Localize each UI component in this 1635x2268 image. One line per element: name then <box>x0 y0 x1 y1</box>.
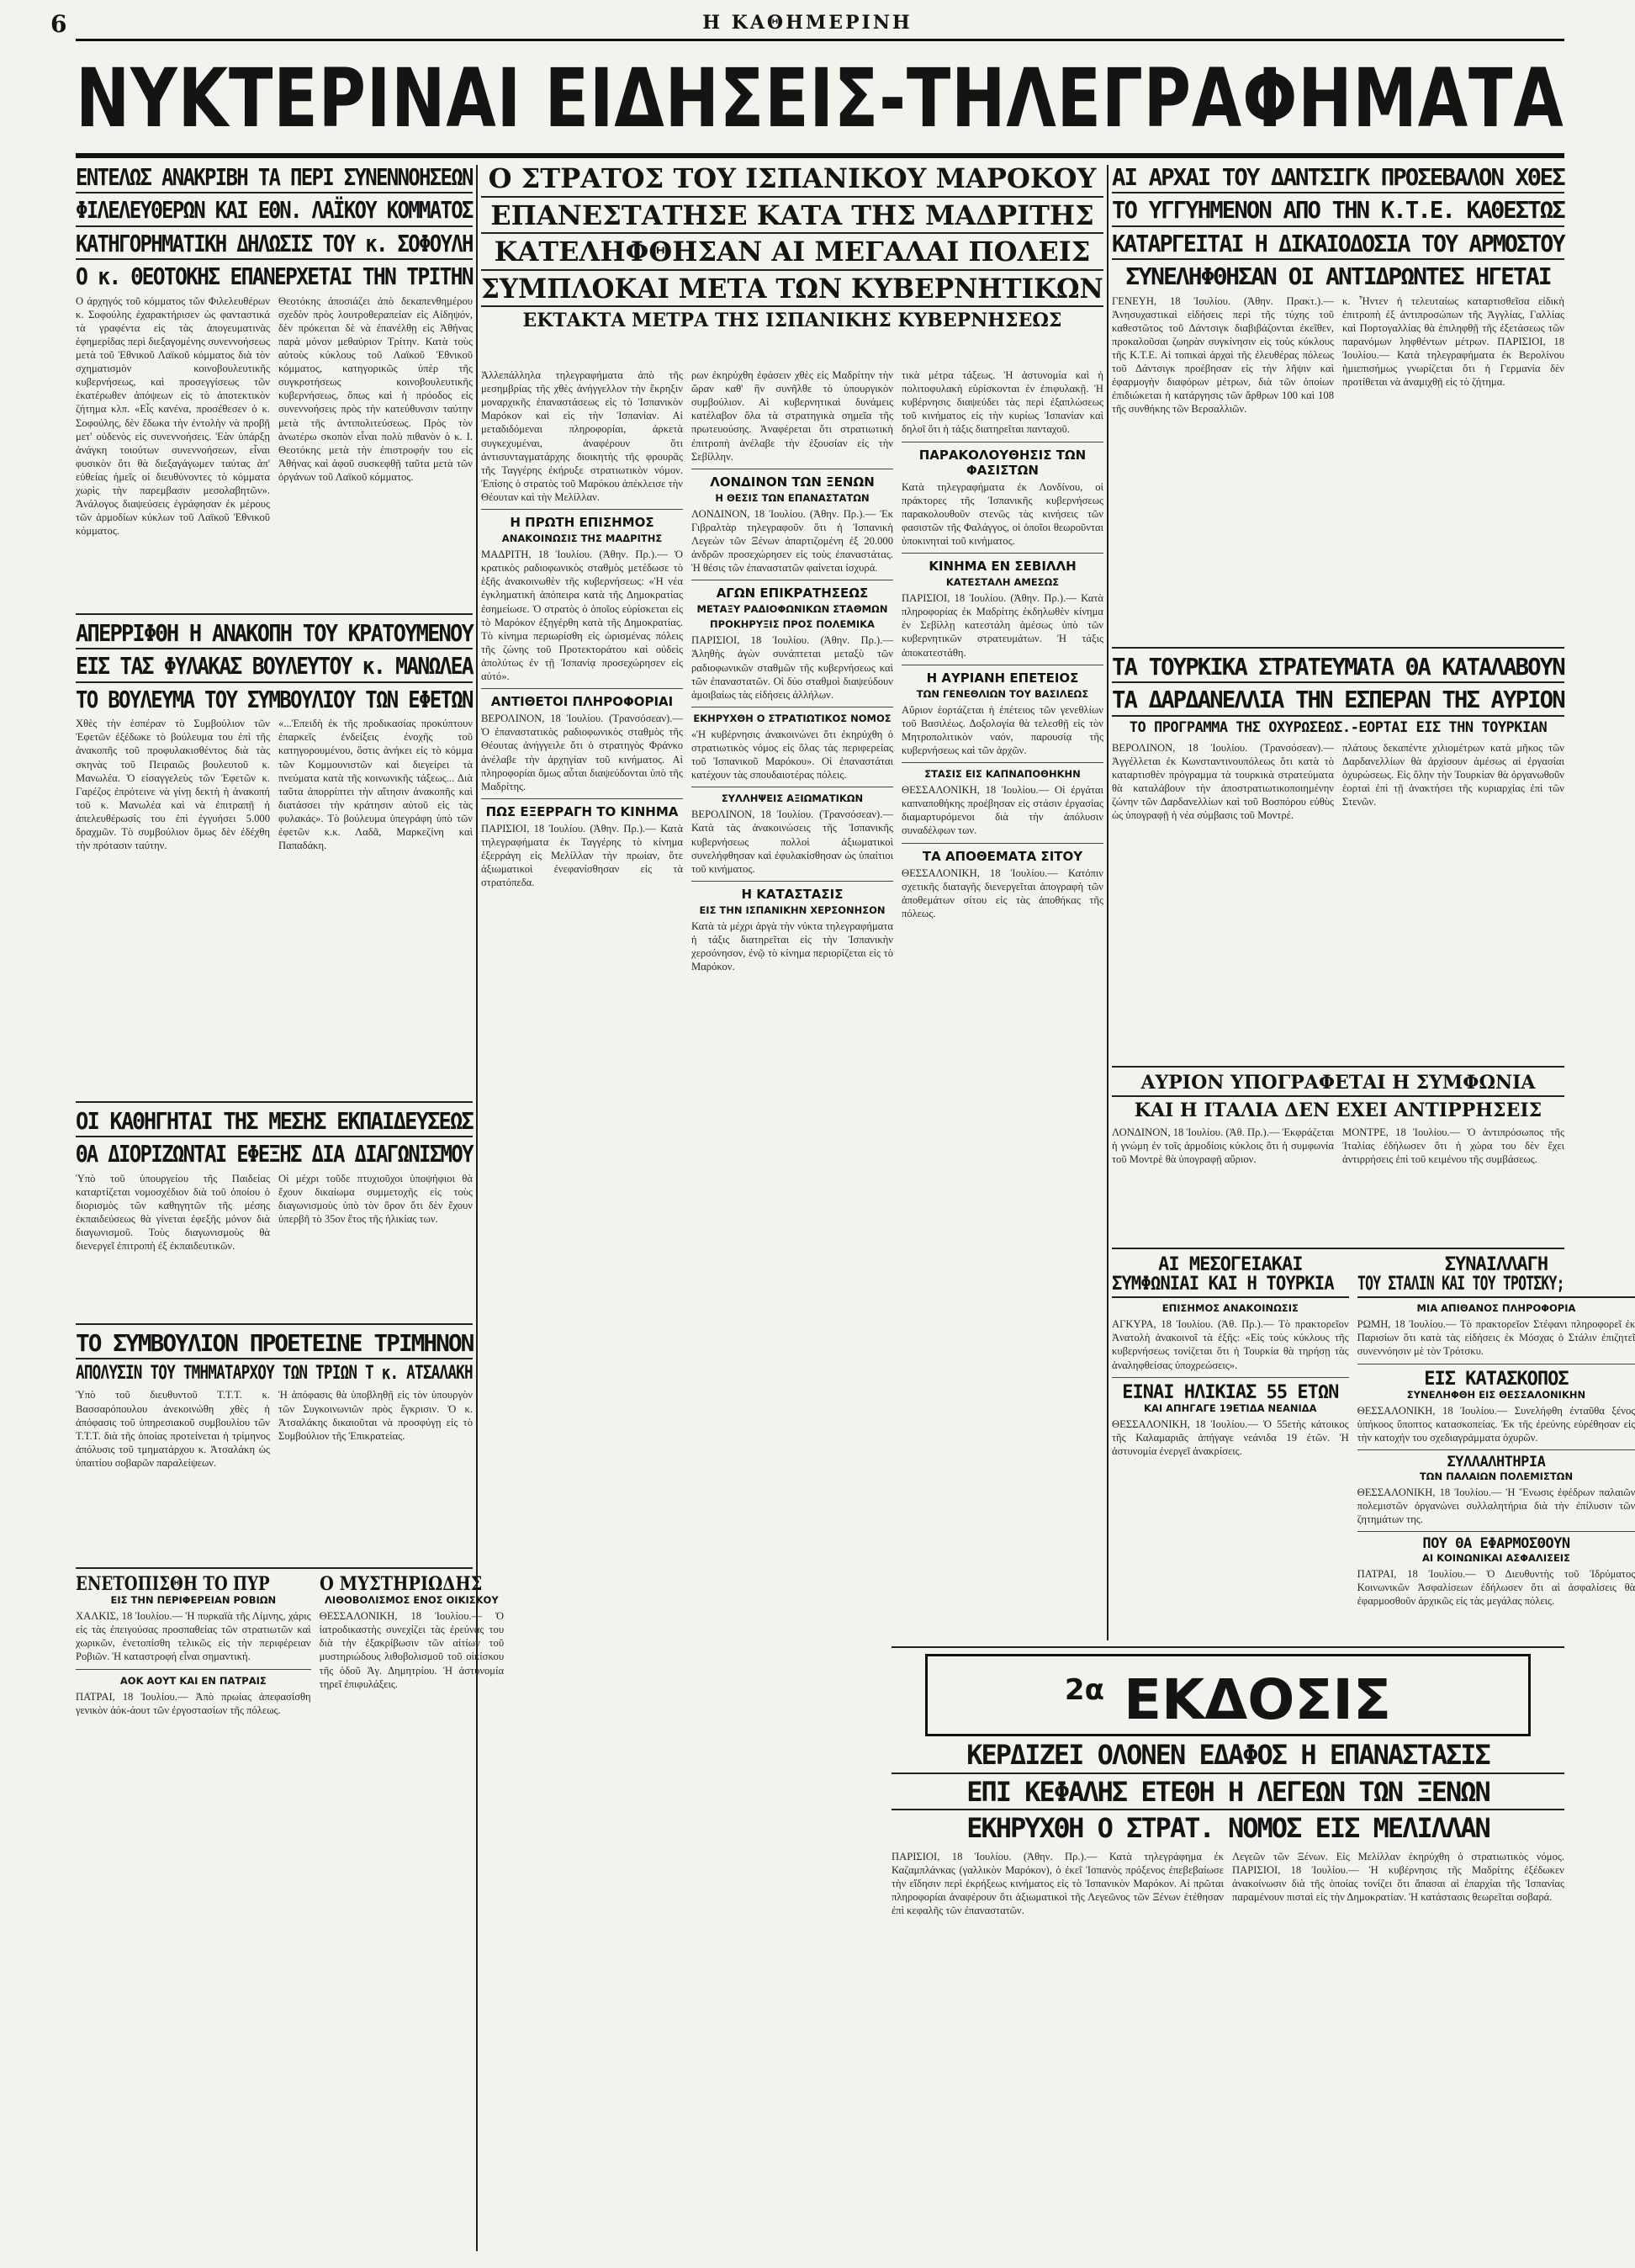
headline: ΚΑΙ Η ΙΤΑΛΙΑ ΔΕΝ ΕΧΕΙ ΑΝΤΙΡΡΗΣΕΙΣ <box>1134 1100 1542 1122</box>
masthead-rule <box>76 39 1564 41</box>
article-text: Αὔριον ἑορτάζεται ἡ ἐπέτειος τῶν γενεθλίων τοῦ Βασιλέως. Δοξολογία θὰ τελεσθῇ εἰς τὸν Μητροπολιτικὸν ναόν, παρουσίᾳ τῆς κυβερνήσεως καὶ τῶν ἀρχῶν. <box>902 703 1103 756</box>
headline: ΣΥΛΛΑΛΗΤΗΡΙΑ <box>1447 1453 1546 1470</box>
headline: ΣΥΝΕΛΗΦΘΗΣΑΝ ΟΙ ΑΝΤΙΔΡΩΝΤΕΣ ΗΓΕΤΑΙ <box>1125 262 1551 291</box>
subheadline: ΤΩΝ ΓΕΝΕΘΛΙΩΝ ΤΟΥ ΒΑΣΙΛΕΩΣ <box>916 687 1089 700</box>
subheadline: ΚΙΝΗΜΑ ΕΝ ΣΕΒΙΛΛΗ <box>929 559 1077 575</box>
subheadline: ΑΙ ΚΟΙΝΩΝΙΚΑΙ ΑΣΦΑΛΙΣΕΙΣ <box>1421 1551 1570 1564</box>
headline: ΕΠΑΝΕΣΤΑΤΗΣΕ ΚΑΤΑ ΤΗΣ ΜΑΔΡΙΤΗΣ <box>481 202 1103 235</box>
subheadline: ΕΙΣ ΤΗΝ ΙΣΠΑΝΙΚΗΝ ΧΕΡΣΟΝΗΣΟΝ <box>699 903 886 916</box>
article-text: ΠΑΡΙΣΙΟΙ, 18 Ἰουλίου. (Ἀθην. Πρ.).— Κατὰ πληροφορίας ἐκ Μαδρίτης ἐκδηλωθὲν κίνημα ἐν Σεβίλλῃ κατεστάλη ἀμέσως ὑπὸ τῶν κυβερνητικῶν στρατευμάτων. Ἡ τάξις ἀποκατεστάθη. <box>902 592 1103 659</box>
article-text: πλάτους δεκαπέντε χιλιομέτρων κατὰ μῆκος τῶν Δαρδανελλίων θὰ ἀρχίσουν ἀμέσως αἱ ἐργασίαι ὀχυρώσεως. Εἰς ὅλην τὴν Τουρκίαν θὰ ὀργανωθοῦν ἑορταὶ ἐπὶ τῇ ἀνακτήσει τῆς κυριαρχίας ἐπὶ τῶν Στενῶν. <box>1342 741 1564 808</box>
subheadline: ΑΝΑΚΟΙΝΩΣΙΣ ΤΗΣ ΜΑΔΡΙΤΗΣ <box>501 533 663 545</box>
article-bottom-pair <box>76 1561 505 2251</box>
headline: ΣΥΝΑΙΛΛΑΓΗ <box>1444 1254 1548 1275</box>
subheadline: ΕΠΙΣΗΜΟΣ ΑΝΑΚΟΙΝΩΣΙΣ <box>1161 1302 1299 1315</box>
article-text: ΧΑΛΚΙΣ, 18 Ἰουλίου.— Ἡ πυρκαϊὰ τῆς Λίμνης, χάρις εἰς τὰς ἐπειγούσας προσπαθείας τῶν στρατιωτῶν καὶ χωρικῶν, ἐνετοπίσθη τελικῶς εἰς τὴν περιφέρειαν Ροβιῶν. Ἡ καταστροφή εἶναι σημαντική. <box>76 1610 311 1663</box>
article-atsalakis <box>76 1317 473 1555</box>
headline: ΤΟ ΠΡΟΓΡΑΜΜΑ ΤΗΣ ΟΧΥΡΩΣΕΩΣ.-ΕΟΡΤΑΙ ΕΙΣ ΤΗΝ ΤΟΥΡΚΙΑΝ <box>1129 718 1548 736</box>
article-text: ΡΩΜΗ, 18 Ἰουλίου.— Τὸ πρακτορεῖον Στέφανι πληροφορεῖ ἐκ Παρισίων ὅτι κατὰ τὰς εἰδήσεις ἐκ Μόσχας ὁ Στάλιν ἐπιζητεῖ συνεννόησιν μὲ τὸν Τρότσκυ. <box>1357 1318 1635 1358</box>
article-text: ΠΑΤΡΑΙ, 18 Ἰουλίου.— Ἀπὸ πρωίας ἀπεφασίσθη γενικὸν ἀόκ-άουτ τῶν ἐργοστασίων τῆς πόλεως. <box>76 1690 311 1716</box>
headline: ΕΝΕΤΟΠΙΣΘΗ ΤΟ ΠΥΡ <box>76 1573 270 1595</box>
article-text: ΘΕΣΣΑΛΟΝΙΚΗ, 18 Ἰουλίου.— Ἡ Ἕνωσις ἐφέδρων παλαιῶν πολεμιστῶν ὀργανώνει συλλαλητήρια διὰ τὴν ἐπίλυσιν τῶν ζητημάτων της. <box>1357 1486 1635 1525</box>
second-edition <box>892 1640 1564 2251</box>
article-text: Ο άρχηγός τοῦ κόμματος τῶν Φιλελευθέρων κ. Σοφούλης ἐχαρακτήρισεν ὡς φανταστικά τὰ γραφέντα εἰς τὰς ἀπογευματινὰς ἐφημερίδας περὶ διεξαγομένης συνεννοήσεως μετὰ τοῦ Ἐθνικοῦ Λαϊκοῦ κόμματος διὰ τὸν σχηματισμὸν κοινοβουλευτικῆς κυβερνήσεως, καὶ προσεγγίσεως τῶν ἑκατέρωθεν ἀπόψεων εἰς τὸ ἀποτεκτικὸν ζήτημα κλπ. «Εἶς κανένα, προσέθεσεν ὁ κ. Σοφούλης, δὲν ἔδωκα τὴν ἐντολὴν νὰ προβῇ μετ' οὐδενὸς εἰς συνεννοήσεις. Ἐὰν ὑπάρξῃ ἀνάγκη τοιούτων συνεννοήσεων, εἶναι φυσικὸν ὅτι θὰ διεξαγάγωμεν ταύτας ἀπ' εὐθείας ἡμεῖς οἱ διευθύνοντες τὸ κόμματα χωρὶς τὴν παρεμβασιν μεσολαβητῶν». Ἀνάλογος διαψεύσεις ἐγράφησαν ἐκ μέρους τῶν ἁρμοδίων κύκλων τοῦ Λαϊκοῦ Ἐθνικοῦ κόμματος. <box>76 294 270 538</box>
article-text: ΘΕΣΣΑΛΟΝΙΚΗ, 18 Ἰουλίου.— Ὁ ἰατροδικαστὴς συνεχίζει τὰς ἐρεύνας του διὰ τὴν ἐξακρίβωσιν τῶν αἰτίων τοῦ μυστηριώδους λιθοβολισμοῦ τοῦ οἰκίσκου τῆς ὁδοῦ Ἀγ. Δημητρίου. Ἡ ἀστυνομία τηρεῖ ἐπιφυλάξεις. <box>319 1610 505 1690</box>
article-text: Κατὰ τηλεγραφήματα ἐκ Λονδίνου, οἱ πράκτορες τῆς Ἰσπανικῆς κυβερνήσεως παρακολουθοῦν στενῶς τὰς κινήσεις τῶν φασιστῶν τῆς Φαλάγγος, οἱ ὁποῖοι θεωροῦνται ὑποκινηταὶ τοῦ κινήματος. <box>902 480 1103 547</box>
subheadline: ΠΡΟΚΗΡΥΞΙΣ ΠΡΟΣ ΠΟΛΕΜΙΚΑ <box>710 618 875 631</box>
article-stoning <box>320 1575 504 1717</box>
subheadline: ΑΝΤΙΘΕΤΟΙ ΠΛΗΡΟΦΟΡΙΑΙ <box>490 694 674 710</box>
subheadline: Η ΘΕΣΙΣ ΤΩΝ ΕΠΑΝΑΣΤΑΤΩΝ <box>715 491 870 504</box>
article-text: ΜΟΝΤΡΕ, 18 Ἰουλίου.— Ὁ ἀντιπρόσωπος τῆς Ἰταλίας ἐδήλωσεν ὅτι ἡ χώρα του δὲν ἔχει ἀντιρρήσεις ἐπὶ τοῦ κειμένου τῆς συμβάσεως. <box>1342 1126 1564 1166</box>
article-text: Χθὲς τὴν ἑσπέραν τὸ Συμβούλιον τῶν Ἐφετῶν ἐξέδωκε τὸ βούλευμα του ἐπὶ τῆς ἀνακοπῆς τοῦ προφυλακισθέντος διὰ τὰς σκηνὰς τοῦ Πειραιῶς βουλευτοῦ κ. Μανωλέα. Ὁ εἰσαγγελεὺς τῶν Ἐφετῶν κ. Γαρέζος ἐπρότεινε νὰ γίνῃ δεκτὴ ἡ ἀνακοπή τοῦ κ. Μανωλέα καὶ νὰ ἐπιτραπῇ ἡ ἀπελευθέρωσίς του ἐπὶ ἐγγυήσει 5.000 δραχμῶν. Τὸ συμβούλιον ὅμως δὲν ἐδέχθη τὴν πρότασιν ταύτην. <box>76 718 270 852</box>
headline: ΕΙΣ ΚΑΤΑΣΚΟΠΟΣ <box>1424 1368 1569 1390</box>
article-text: Ἡ ἀπόφασις θὰ ὑποβληθῇ εἰς τὸν ὑπουργὸν τῶν Συγκοινωνιῶν πρὸς ἔγκρισιν. Ὁ κ. Ἀτσαλάκης δικαιοῦται νὰ προσφύγῃ εἰς τὸ Συμβούλιον τῆς Ἐπικρατείας. <box>278 1389 473 1442</box>
headline: ΤΟ ΥΓΓΥΗΜΕΝΟΝ ΑΠΟ ΤΗΝ Κ.Τ.Ε. ΚΑΘΕΣΤΩΣ <box>1112 198 1564 226</box>
article-text: ΠΑΡΙΣΙΟΙ, 18 Ἰουλίου. (Ἀθην. Πρ.).— Ἀληθὴς ἀγὼν συνάπτεται μεταξὺ τῶν ραδιοφωνικῶν σταθμῶν τῆς κυβερνήσεως καὶ τῶν ἐπαναστατῶν. Οἱ δύο σταθμοὶ διαψεύδουν ἀμοιβαίως τὰς εἰδήσεις ἀλλήλων. <box>691 634 893 701</box>
article-text: ΛΟΝΔΙΝΟΝ, 18 Ἰουλίου. (Ἀθ. Πρ.).— Ἐκφράζεται ἡ γνώμη ἐν τοῖς ἁρμοδίοις κύκλοις ὅτι ἡ συμφωνία τοῦ Μοντρὲ θὰ ὑπογραφῇ αὔριον. <box>1112 1126 1334 1166</box>
article-agreement <box>1112 1060 1564 1237</box>
headline: ΑΥΡΙΟΝ ΥΠΟΓΡΑΦΕΤΑΙ Η ΣΥΜΦΩΝΙΑ <box>1112 1073 1564 1097</box>
headline: ΑΠΟΛΥΣΙΝ ΤΟΥ ΤΜΗΜΑΤΑΡΧΟΥ ΤΩΝ ΤΡΙΩΝ Τ κ. ΑΤΣΑΛΑΚΗ <box>76 1363 473 1385</box>
subheadline: ΚΑΙ ΑΠΗΓΑΓΕ 19ΕΤΙΔΑ ΝΕΑΝΙΔΑ <box>1144 1402 1317 1414</box>
headline: ΕΠΙ ΚΕΦΑΛΗΣ ΕΤΕΘΗ Η ΛΕΓΕΩΝ ΤΩΝ ΞΕΝΩΝ <box>892 1778 1564 1811</box>
headline: ΠΟΥ ΘΑ ΕΦΑΡΜΟΣΘΟΥΝ <box>1422 1535 1570 1553</box>
article-text: Ἀλλεπάλληλα τηλεγραφήματα ἀπὸ τῆς μεσημβρίας τῆς χθὲς ἀνήγγελλον τὴν ἔκρηξιν μοναρχικῆς ἐπαναστάσεως εἰς τὸ Ἰσπανικὸν Μαρόκον καὶ εἰς τὴν Ἰσπανίαν. Αἱ μεταδιδόμεναι πληροφορίαι, ἀρκετὰ συγκεχυμέναι, ἀναφέρουν ὅτι ἀντισυνταγματάρχης διοικητὴς τῆς φρουρᾶς τῆς Ταγγέρης ἐκήρυξε στρατιωτικὸν νόμον. Ἐπίσης ὁ στρατὸς τοῦ Μαρόκου ἀπέκλεισε τὴν Θέουταν καὶ τὴν Μελίλλαν. <box>481 369 683 503</box>
article-text: ρων ἐκηρύχθη ἐφάσειν χθὲς εἰς Μαδρίτην τὴν ὥραν καθ' ἣν συνῆλθε τὸ ὑπουργικὸν συμβούλιον. Αἱ κυβερνητικαὶ δυνάμεις κατέλαβον ὅλα τὰ στρατηγικὰ σημεῖα τῆς πρωτευούσης. Ἀναφέρεται ὅτι στρατιωτικὴ ἐπιτροπὴ ἀνέλαβε τὴν ἐξουσίαν εἰς τὴν Σεβίλλην. <box>691 369 893 463</box>
subheadline: Η ΚΑΤΑΣΤΑΣΙΣ <box>741 886 844 902</box>
banner-rule <box>76 153 1564 158</box>
headline: Ο ΜΥΣΤΗΡΙΩΔΗΣ <box>319 1573 483 1595</box>
subheadline: ΣΥΝΕΛΗΦΘΗ ΕΙΣ ΘΕΣΣΑΛΟΝΙΚΗΝ <box>1406 1388 1586 1401</box>
article-text: «...Ἐπειδὴ ἐκ τῆς προδικασίας προκύπτουν ἐπαρκεῖς ἐνδείξεις ἐνοχῆς τοῦ κατηγορουμένου, ὅστις ἀνήκει εἰς τὸ κόμμα τῶν Κομμουνιστῶν καὶ διεγείρει τὰ πνεύματα κατὰ τῆς κοινωνικῆς τάξεως... Διὰ ταῦτα ἀπορρίπτει τὴν αἴτησιν ἀνακοπῆς καὶ διατάσσει τὴν κράτησιν αὐτοῦ εἰς τὰς φυλακάς». Τὸ βούλευμα ὑπεγράφη ὑπὸ τῶν ἐφετῶν κ.κ. Λαδᾶ, Μαρκεζίνη καὶ Παπαδάκη. <box>278 718 473 852</box>
headline: ΕΙΣ ΤΑΣ ΦΥΛΑΚΑΣ ΒΟΥΛΕΥΤΟΥ κ. ΜΑΝΩΛΕΑ <box>76 654 473 682</box>
article-text: Κατὰ τὰ μέχρι ἀργὰ τὴν νύκτα τηλεγραφήματα ἡ τάξις διατηρεῖται εἰς τὴν Ἰσπανικὴν χερσόνησον, ἐνῷ τὸ κίνημα περιορίζεται εἰς τὸ Μαρόκον. <box>691 919 893 973</box>
column-divider <box>476 165 478 2251</box>
article-text: ΘΕΣΣΑΛΟΝΙΚΗ, 18 Ἰουλίου.— Οἱ ἐργάται καπναποθήκης προέβησαν εἰς στάσιν ἐργασίας διαμαρτυρόμενοι διὰ τὴν ἀπόλυσιν συναδέλφων των. <box>902 784 1103 837</box>
article-text: κ. Ἦντεν ἡ τελευταίως καταρτισθεῖσα εἰδικὴ ἐπιτροπὴ ἐξ ἀντιπροσώπων τῆς Ἀγγλίας, Γαλλίας καὶ Πορτογαλλίας θὰ ἐπιληφθῇ τῆς ἐξετάσεως τῶν παρανόμων ληφθέντων μέτρων. ΠΑΡΙΣΙΟΙ, 18 Ἰουλίου.— Κατὰ τηλεγραφήματα ἐκ Βερολίνου ἡμιεπισήμως γνωρίζεται ὅτι ἡ Γερμανία δὲν προτίθεται νὰ ἀναμιχθῇ εἰς τὸ ζήτημα. <box>1342 294 1564 389</box>
subheadline: ΜΙΑ ΑΠΙΘΑΝΟΣ ΠΛΗΡΟΦΟΡΙΑ <box>1416 1302 1576 1315</box>
headline: ΕΚΗΡΥΧΘΗ Ο ΣΤΡΑΤ. ΝΟΜΟΣ ΕΙΣ ΜΕΛΙΛΛΑΝ <box>966 1812 1489 1845</box>
subheadline: ΤΩΝ ΠΑΛΑΙΩΝ ΠΟΛΕΜΙΣΤΩΝ <box>1419 1470 1574 1482</box>
article-text: ΠΑΤΡΑΙ, 18 Ἰουλίου.— Ὁ Διευθυντὴς τοῦ Ἱδρύματος Κοινωνικῶν Ἀσφαλίσεων ἐδήλωσεν ὅτι αἱ ἀσφαλίσεις θὰ ἐφαρμοσθοῦν ἀρχικῶς εἰς τὰς μεγάλας πόλεις. <box>1357 1567 1635 1608</box>
headline: ΑΙ ΑΡΧΑΙ ΤΟΥ ΔΑΝΤΣΙΓΚ ΠΡΟΣΕΒΑΛΟΝ ΧΘΕΣ <box>1112 165 1564 193</box>
headline: ΦΙΛΕΛΕΥΘΕΡΩΝ ΚΑΙ ΕΘΝ. ΛΑΪΚΟΥ ΚΟΜΜΑΤΟΣ <box>76 198 473 226</box>
subheadline: ΤΑ ΑΠΟΘΕΜΑΤΑ ΣΙΤΟΥ <box>922 848 1083 864</box>
headline: ΕΙΝΑΙ ΗΛΙΚΙΑΣ 55 ΕΤΩΝ <box>1122 1381 1339 1403</box>
article-spain-headlines <box>481 162 1103 363</box>
edition-word: ΕΚΔΟΣΙΣ <box>1123 1667 1392 1732</box>
article-sofoulis <box>76 165 473 599</box>
headline: ΑΠΕΡΡΙΦΘΗ Η ΑΝΑΚΟΠΗ ΤΟΥ ΚΡΑΤΟΥΜΕΝΟΥ <box>76 621 473 649</box>
article-text: ΘΕΣΣΑΛΟΝΙΚΗ, 18 Ἰουλίου.— Ὁ 55ετὴς κάτοικος τῆς Καλαμαριᾶς ἀπήγαγε νεάνιδα 19 ἐτῶν. Ἡ ἀστυνομία ἐνεργεῖ ἀνακρίσεις. <box>1112 1418 1349 1457</box>
headline: Ο ΣΤΡΑΤΟΣ ΤΟΥ ΙΣΠΑΝΙΚΟΥ ΜΑΡΟΚΟΥ <box>481 165 1103 198</box>
page-number: 6 <box>50 10 67 38</box>
headline: ΤΟΥ ΣΤΑΛΙΝ ΚΑΙ ΤΟΥ ΤΡΟΤΣΚΥ; <box>1357 1274 1635 1298</box>
article-text: Ὑπὸ τοῦ διευθυντοῦ Τ.Τ.Τ. κ. Βασσαρόπουλου ἀνεκοινώθη χθὲς ἡ ἀπόφασις τοῦ ὑπηρεσιακοῦ συμβουλίου τῶν Τ.Τ.Τ. διὰ τῆς ὁποίας προτείνεται ἡ τρίμηνος ἀπόλυσις τοῦ τμηματάρχου κ. Ἀτσαλάκη ὡς ὑπαιτίου σοβαρῶν παραλείψεων. <box>76 1389 270 1470</box>
subheadline: ΚΑΤΕΣΤΑΛΗ ΑΜΕΣΩΣ <box>945 576 1060 589</box>
headline: ΤΟ ΒΟΥΛΕΥΜΑ ΤΟΥ ΣΥΜΒΟΥΛΙΟΥ ΤΩΝ ΕΦΕΤΩΝ <box>76 685 473 713</box>
subheadline: ΠΑΡΑΚΟΛΟΥΘΗΣΙΣ ΤΩΝ ΦΑΣΙΣΤΩΝ <box>918 447 1087 478</box>
headline: ΣΥΜΦΩΝΙΑΙ ΚΑΙ Η ΤΟΥΡΚΙΑ <box>1112 1274 1349 1298</box>
edition-number: 2 <box>1064 1673 1085 1707</box>
article-danzig <box>1112 165 1564 636</box>
article-text: ΘΕΣΣΑΛΟΝΙΚΗ, 18 Ἰουλίου.— Κατόπιν σχετικῆς διαταγῆς διενεργεῖται ἀπογραφὴ τῶν ἀποθεμάτων σίτου εἰς τὰς ἀποθήκας τῆς πόλεως. <box>902 866 1103 919</box>
headline: ΘΑ ΔΙΟΡΙΖΩΝΤΑΙ ΕΦΕΞΗΣ ΔΙΑ ΔΙΑΓΩΝΙΣΜΟΥ <box>76 1140 473 1168</box>
article-text: Ὑπὸ τοῦ ὑπουργείου τῆς Παιδείας καταρτίζεται νομοσχέδιον διὰ τοῦ ὁποίου ὁ διορισμὸς τῶν καθηγητῶν τῆς μέσης ἐκπαιδεύσεως θὰ γίνεται ἐφεξῆς μόνον διὰ διαγωνισμοῦ. Τοὺς διαγωνισμοὺς θὰ διενεργεῖ ἐπιτροπὴ ἐξ ἐκπαιδευτικῶν. <box>76 1172 270 1253</box>
article-manoleas <box>76 607 473 1090</box>
subheadline: ΜΕΤΑΞΥ ΡΑΔΙΟΦΩΝΙΚΩΝ ΣΤΑΘΜΩΝ <box>696 603 888 616</box>
article-fire <box>76 1575 311 1717</box>
headline: ΑΙ ΜΕΣΟΓΕΙΑΚΑΙ <box>1158 1254 1303 1275</box>
newspaper-name: Η ΚΑΘΗΜΕΡΙΝΗ <box>702 12 913 34</box>
headline: ΕΚΤΑΚΤΑ ΜΕΤΡΑ ΤΗΣ ΙΣΠΑΝΙΚΗΣ ΚΥΒΕΡΝΗΣΕΩΣ <box>522 310 1062 332</box>
article-text: τικὰ μέτρα τάξεως. Ἡ ἀστυνομία καὶ ἡ πολιτοφυλακὴ εὑρίσκονται ἐν ἐπιφυλακῇ. Ἡ κυβέρνησις διαψεύδει τὰς περὶ ἐξαπλώσεως τοῦ κινήματος εἰς τὴν κυρίως Ἰσπανίαν καὶ δηλοῖ ὅτι ἡ τάξις διατηρεῖται πανταχοῦ. <box>902 369 1103 436</box>
subheadline: ΕΙΣ ΤΗΝ ΠΕΡΙΦΕΡΕΙΑΝ ΡΟΒΙΩΝ <box>110 1594 277 1607</box>
subheadline: ΑΟΚ ΑΟΥΤ ΚΑΙ ΕΝ ΠΑΤΡΑΙΣ <box>119 1674 267 1687</box>
subheadline: ΛΙΘΟΒΟΛΙΣΜΟΣ ΕΝΟΣ ΟΙΚΙΣΚΟΥ <box>325 1594 499 1607</box>
article-text: ΒΕΡΟΛΙΝΟΝ, 18 Ἰουλίου. (Τρανσόσεαν).— Κατὰ τὰς ἀνακοινώσεις τῆς Ἰσπανικῆς κυβερνήσεως πολλοὶ ἀξιωματικοὶ συνελήφθησαν καὶ ἐφυλακίσθησαν ὡς ὑπαίτιοι τοῦ κινήματος. <box>691 808 893 875</box>
subheadline: ΣΤΑΣΙΣ ΕΙΣ ΚΑΠΝΑΠΟΘΗΚΗΝ <box>924 768 1081 781</box>
column-left <box>76 163 505 2251</box>
article-text: ΓΕΝΕΥΗ, 18 Ἰουλίου. (Ἀθην. Πρακτ.).— Ἀνησυχαστικαὶ εἰδήσεις περὶ τῆς τύχης τοῦ καθεστῶτος τοῦ Δάντσιγκ διαβιβάζονται ἐκεῖθεν, προκαλοῦσαι ζωηρὰν συγκίνησιν εἰς τοὺς κύκλους τῆς Κ.Τ.Ε. Αἱ τοπικαὶ ἀρχαὶ τῆς ἐλευθέρας πόλεως τοῦ Δάντσιγκ προέβησαν εἰς τὴν λῆψιν καὶ ἐφαρμογὴν διαφόρων μέτρων, διὰ τῶν ὁποίων ἐπιδιώκεται ἡ κατάργησις τῶν ἄρθρων 100 καὶ 108 τῆς συνθήκης τῶν Βερσαλλιῶν. <box>1112 294 1334 416</box>
headline: ΕΝΤΕΛΩΣ ΑΝΑΚΡΙΒΗ ΤΑ ΠΕΡΙ ΣΥΝΕΝΝΟΗΣΕΩΝ <box>76 165 473 193</box>
subheadline: ΠΩΣ ΕΞΕΡΡΑΓΗ ΤΟ ΚΙΝΗΜΑ <box>485 803 679 819</box>
subheadline: ΑΓΩΝ ΕΠΙΚΡΑΤΗΣΕΩΣ <box>716 586 869 601</box>
banner-headline: ΝΥΚΤΕΡΙΝΑΙ ΕΙΔΗΣΕΙΣ-ΤΗΛΕΓΡΑΦΗΜΑΤΑ <box>76 51 1564 146</box>
headline: ΤΑ ΔΑΡΔΑΝΕΛΛΙΑ ΤΗΝ ΕΣΠΕΡΑΝ ΤΗΣ ΑΥΡΙΟΝ <box>1112 687 1564 716</box>
article-text: Θεοτόκης ἀποσιάζει ἀπὸ δεκαπενθημέρου σχεδὸν πρὸς λουτροθεραπείαν εἰς Αἰδηψόν, δὲν πρόκειται δὲ νὰ ἐπανέλθῃ εἰς Ἀθήνας παρὰ μόνον μεθαύριον Τρίτην. Κατὰ τοὺς αὐτοὺς κύκλους τοῦ Λαϊκοῦ Ἐθνικοῦ κόμματος, κατηγορικῶς ὑπὲρ τῆς συγκροτήσεως κοινοβουλευτικῆς κυβερνήσεως, ὅπως καὶ ἡ πρόοδος εἰς συνεννοήσεις πρὸς τὴν κατεύθυνσιν ταύτην μετὰ τῆς ἀντιπολιτεύσεως. Πρὸς τὸν ἀνωτέρω σκοπὸν εἶναι πολὺ πιθανὸν ὁ κ. Ι. Θεοτόκης μετὰ τὴν ἐπιστροφήν του εἰς Ἀθήνας καὶ ἀφοῦ συσκεφθῇ ταῦτα μετὰ τῶν ὀργάνων τοῦ Λαϊκοῦ κόμματος. <box>278 294 473 483</box>
article-text: ΜΑΔΡΙΤΗ, 18 Ἰουλίου. (Ἀθην. Πρ.).— Ὁ κρατικὸς ραδιοφωνικὸς σταθμὸς μετέδωσε τὸ ἑξῆς ἀνακοινωθὲν τῆς κυβερνήσεως: «Ἡ νέα ἐγκληματικὴ ἀπόπειρα κατὰ τῆς Δημοκρατίας ἐσημείωσε. Ὁ στρατὸς ὁ ὁποῖος εὑρίσκεται εἰς τὸ Μαρόκον ἐξηγέρθη κατὰ τῆς Δημοκρατίας. Τὸ κίνημα περιωρίσθη εἰς ὡρισμένας πόλεις τῆς ζώνης τοῦ Προτεκτοράτου καὶ οὐδεὶς ἀπολύτως ἐν τῇ Ἰσπανίᾳ προσεχώρησεν εἰς αὐτό». <box>481 548 683 683</box>
article-text: Οἱ μέχρι τοῦδε πτυχιοῦχοι ὑποψήφιοι θὰ ἔχουν δικαίωμα συμμετοχῆς εἰς τοὺς διαγωνισμοὺς ὑπὸ τὸν ὅρον ὅτι δὲν ἔχουν ὑπερβῆ τὸ 35ον ἔτος τῆς ἡλικίας των. <box>278 1172 473 1226</box>
article-text: «Ἡ κυβέρνησις ἀνακοινώνει ὅτι ἐκηρύχθη ὁ στρατιωτικὸς νόμος εἰς ὅλας τὰς περιφερείας τοῦ Ἰσπανικοῦ Μαρόκου». Οἱ ἐπαναστάται κατέχουν τὰς σπουδαιοτέρας πόλεις. <box>691 728 893 782</box>
headline: ΤΑ ΤΟΥΡΚΙΚΑ ΣΤΡΑΤΕΥΜΑΤΑ ΘΑ ΚΑΤΑΛΑΒΟΥΝ <box>1112 654 1564 683</box>
headline: ΣΥΜΠΛΟΚΑΙ ΜΕΤΑ ΤΩΝ ΚΥΒΕΡΝΗΤΙΚΩΝ <box>481 275 1103 308</box>
article-text: ΘΕΣΣΑΛΟΝΙΚΗ, 18 Ἰουλίου.— Συνελήφθη ἐνταῦθα ξένος ὑπήκοος ὕποπτος κατασκοπείας. Ἐκ τῆς ἐρεύνης εὑρέθησαν εἰς τὴν κατοχήν του σχεδιαγράμματα ὀχυρῶν. <box>1357 1404 1635 1444</box>
headline: ΚΕΡΔΙΖΕΙ ΟΛΟΝΕΝ ΕΔΑΦΟΣ Η ΕΠΑΝΑΣΤΑΣΙΣ <box>892 1741 1564 1774</box>
subheadline: ΕΚΗΡΥΧΘΗ Ο ΣΤΡΑΤΙΩΤΙΚΟΣ ΝΟΜΟΣ <box>693 712 892 724</box>
subheadline: ΛΟΝΔΙΝΟΝ ΤΩΝ ΞΕΝΩΝ <box>710 474 875 490</box>
article-text: Λεγεῶν τῶν Ξένων. Εἰς Μελίλλαν ἐκηρύχθη ὁ στρατιωτικὸς νόμος. ΠΑΡΙΣΙΟΙ, 18 Ἰουλίου.— Ἡ κυβέρνησις τῆς Μαδρίτης ἐξέδωκεν ἀνακοίνωσιν διὰ τῆς ὁποίας τονίζει ὅτι ἅπασαι αἱ ἐπαρχίαι τῆς Ἰσπανίας παραμένουν πισταὶ εἰς τὴν Δημοκρατίαν. Ἡ κατάστασις θεωρεῖται σοβαρά. <box>1232 1850 1564 1904</box>
article-text: ΠΑΡΙΣΙΟΙ, 18 Ἰουλίου. (Ἀθην. Πρ.).— Κατὰ τηλεγράφημα ἐκ Καζαμπλάνκας (γαλλικὸν Μαρόκον), ὁ ἐκεῖ Ἰσπανὸς πρόξενος ἐπεβεβαίωσε τὴν εἴδησιν περὶ ἐκρήξεως κινήματος εἰς τὸ Ἰσπανικὸν Μαρόκον. Αἱ πρῶται πληροφορίαι ἀναφέρουν ὅτι ἀξιωματικοὶ τῆς Λεγεῶνος τῶν Ξένων ἐτέθησαν ἐπὶ κεφαλῆς τῶν ἐπαναστατῶν. <box>892 1850 1224 1917</box>
article-text: ΑΓΚΥΡΑ, 18 Ἰουλίου. (Ἀθ. Πρ.).— Τὸ πρακτορεῖον Ἀνατολὴ ἀνακοινοῖ τὰ ἑξῆς: «Εἰς τοὺς κύκλους τῆς κυβερνήσεως τονίζεται ὅτι ἡ Τουρκία θὰ τηρήσῃ τὰς ἀναληφθείσας ὑποχρεώσεις». <box>1112 1318 1349 1371</box>
headline: ΚΑΤΕΛΗΦΘΗΣΑΝ ΑΙ ΜΕΓΑΛΑΙ ΠΟΛΕΙΣ <box>481 238 1103 271</box>
article-dardanelles <box>1112 641 1564 1055</box>
article-text: ΒΕΡΟΛΙΝΟΝ, 18 Ἰουλίου. (Τρανσόσεαν).— Ὁ ἐπαναστατικὸς ραδιοφωνικὸς σταθμὸς τῆς Θέουτας ἀνήγγειλε ὅτι ὁ στρατηγὸς Φράνκο ἀνέλαβε τὴν ἀρχηγίαν τοῦ κινήματος. Αἱ πληροφορίαι ὅμως αὗται διαψεύδονται ὑπὸ τῆς Μαδρίτης. <box>481 713 683 792</box>
article-text: ΠΑΡΙΣΙΟΙ, 18 Ἰουλίου. (Ἀθην. Πρ.).— Κατὰ τηλεγραφήματα ἐκ Ταγγέρης τὸ κίνημα ἐξερράγη εἰς Μελίλλαν τὴν πρωίαν, ὅτε ἀξιωματικοὶ ἐνεφανίσθησαν εἰς τὰ στρατόπεδα. <box>481 822 683 889</box>
headline: Ο κ. ΘΕΟΤΟΚΗΣ ΕΠΑΝΕΡΧΕΤΑΙ ΤΗΝ ΤΡΙΤΗΝ <box>76 262 473 291</box>
article-text: ΒΕΡΟΛΙΝΟΝ, 18 Ἰουλίου. (Τρανσόσεαν).— Ἀγγέλλεται ἐκ Κωνσταντινουπόλεως ὅτι κατὰ τὸ καταρτισθὲν πρόγραμμα τὰ τουρκικὰ στρατεύματα θὰ καταλάβουν τὴν ἀποστρατιωτικοποιημένην ζώνην τῶν Δαρδανελλίων καὶ τοῦ Βοσπόρου εὐθὺς ὡς ὑπογραφῇ ἡ νέα σύμβασις τοῦ Μοντρέ. <box>1112 741 1334 822</box>
edition-number-suffix: α <box>1084 1673 1104 1707</box>
article-teachers <box>76 1095 473 1312</box>
headline: ΚΑΤΑΡΓΕΙΤΑΙ Η ΔΙΚΑΙΟΔΟΣΙΑ ΤΟΥ ΑΡΜΟΣΤΟΥ <box>1112 231 1564 260</box>
headline: ΚΑΤΗΓΟΡΗΜΑΤΙΚΗ ΔΗΛΩΣΙΣ ΤΟΥ κ. ΣΟΦΟΥΛΗ <box>76 231 473 260</box>
article-text: ΛΟΝΔΙΝΟΝ, 18 Ἰουλίου. (Ἀθην. Πρ.).— Ἐκ Γιβραλτὰρ τηλεγραφοῦν ὅτι ἡ Ἰσπανικὴ Λεγεὼν τῶν Ξένων ἀπαρτιζομένη ἐξ 20.000 ἀνδρῶν προσεχώρησεν εἰς τοὺς ἐπαναστάτας. Ἡ θέσις τῶν ἐπαναστατῶν φαίνεται ἰσχυρά. <box>691 507 893 575</box>
headline: ΤΟ ΣΥΜΒΟΥΛΙΟΝ ΠΡΟΕΤΕΙΝΕ ΤΡΙΜΗΝΟΝ <box>76 1331 473 1359</box>
headline: ΟΙ ΚΑΘΗΓΗΤΑΙ ΤΗΣ ΜΕΣΗΣ ΕΚΠΑΙΔΕΥΣΕΩΣ <box>76 1109 473 1137</box>
second-edition-label <box>925 1654 1531 1736</box>
subheadline: Η ΑΥΡΙΑΝΗ ΕΠΕΤΕΙΟΣ <box>926 670 1079 686</box>
subheadline: ΣΥΛΛΗΨΕΙΣ ΑΞΙΩΜΑΤΙΚΩΝ <box>721 792 864 805</box>
subheadline: Η ΠΡΩΤΗ ΕΠΙΣΗΜΟΣ <box>510 515 654 531</box>
